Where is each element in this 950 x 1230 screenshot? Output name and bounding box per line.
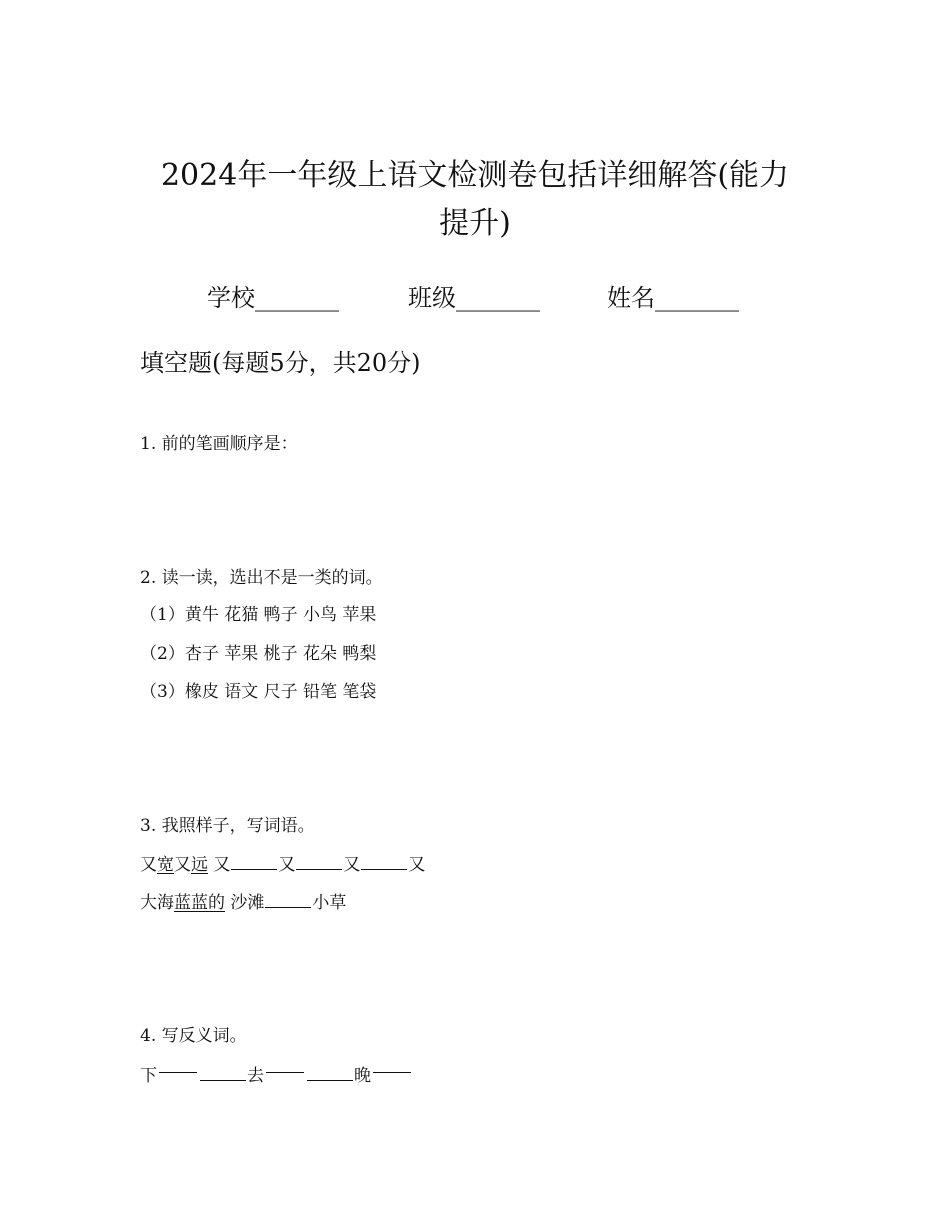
answer-suffix: 小草 xyxy=(312,893,347,913)
example-text: 又 xyxy=(140,855,157,875)
name-field[interactable]: 姓名_______ xyxy=(607,284,739,312)
example-underlined-word: 蓝蓝的 xyxy=(174,893,225,913)
antonym-word: 下 xyxy=(140,1066,157,1086)
question-4-prompt: 4. 写反义词。 xyxy=(140,1026,247,1046)
antonym-word: 去 xyxy=(247,1066,264,1086)
example-underlined-word: 远 xyxy=(191,855,208,875)
answer-prefix: 又 xyxy=(408,855,426,875)
question-2-prompt: 2. 读一读，选出不是一类的词。 xyxy=(140,568,383,588)
example-underlined-word: 宽 xyxy=(157,855,174,875)
example-text: 又 xyxy=(174,855,191,875)
answer-blank[interactable] xyxy=(265,891,311,908)
example-text: 大海 xyxy=(140,893,174,913)
class-field[interactable]: 班级_______ xyxy=(408,284,540,312)
dash-line xyxy=(373,1072,411,1073)
antonym-word: 晚 xyxy=(354,1066,371,1086)
question-1-prompt: 1. 前的笔画顺序是： xyxy=(140,434,298,454)
answer-blank[interactable] xyxy=(200,1064,246,1081)
answer-prefix: 沙滩 xyxy=(225,893,265,913)
question-4-line-1 xyxy=(140,1064,413,1087)
answer-prefix: 又 xyxy=(208,855,231,875)
dash-line xyxy=(266,1072,304,1073)
title-line-2: 提升) xyxy=(439,206,511,241)
question-2-option-1: （1）黄牛 花猫 鸭子 小鸟 苹果 xyxy=(140,605,377,625)
answer-blank[interactable] xyxy=(361,853,407,870)
question-2-option-2: （2）杏子 苹果 桃子 花朵 鸭梨 xyxy=(140,644,377,664)
title-line-1: 2024年一年级上语文检测卷包括详细解答(能力 xyxy=(160,158,790,193)
document-title xyxy=(140,152,810,248)
question-3-line-1 xyxy=(140,853,425,876)
question-2-option-3: （3）橡皮 语文 尺子 铅笔 笔袋 xyxy=(140,682,377,702)
question-3-prompt: 3. 我照样子，写词语。 xyxy=(140,816,315,836)
section-heading: 填空题(每题5分，共20分) xyxy=(140,349,421,377)
question-3-line-2 xyxy=(140,891,346,914)
dash-line xyxy=(159,1072,197,1073)
school-field[interactable]: 学校_______ xyxy=(207,284,339,312)
answer-blank[interactable] xyxy=(296,853,342,870)
answer-prefix: 又 xyxy=(278,855,296,875)
answer-blank[interactable] xyxy=(307,1064,353,1081)
answer-blank[interactable] xyxy=(231,853,277,870)
answer-prefix: 又 xyxy=(343,855,361,875)
